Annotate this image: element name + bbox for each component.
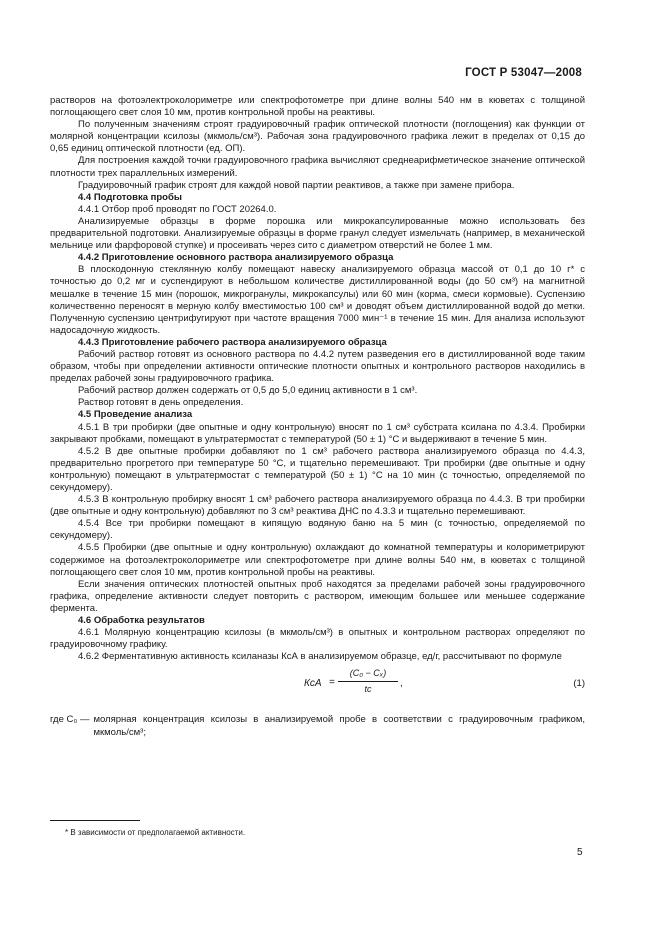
paragraph: 4.5.4 Все три пробирки помещают в кипящую водяную баню на 5 мин (с точностью, определяемой по секундомеру). xyxy=(50,518,585,542)
paragraph: Рабочий раствор готовят из основного раствора по 4.4.2 путем разведения его в дистиллированной воде таким образом, чтобы при определении активности оптические плотности опытных и контрольного растворов находились в пределах рабочей зоны градуировочного графика. xyxy=(50,348,585,385)
where-clause xyxy=(50,714,585,738)
footnote: * В зависимости от предполагаемой активности. xyxy=(65,828,246,837)
paragraph: 4.5.5 Пробирки (две опытные и одну контрольную) охлаждают до комнатной температуры и колориметрируют содержимое на фотоэлектроколориметре или спектрофотометре при длине волны 540 нм, в кюветах с толщиной поглощающего свет слоя 10 мм, против контрольной пробы на реактивы. xyxy=(50,542,585,578)
where-term: где C₀ — xyxy=(50,714,90,726)
where-description: молярная концентрация ксилозы в анализируемой пробе в соответствии с градуировочным графиком, мкмоль/см³; xyxy=(93,714,585,738)
formula-comma: , xyxy=(400,678,403,690)
section-heading: 4.4 Подготовка пробы xyxy=(78,191,182,203)
formula-numerator: (C₀ − Cₓ) xyxy=(338,667,398,681)
page-number: 5 xyxy=(577,847,583,858)
paragraph: 4.6.1 Молярную концентрацию ксилозы (в мкмоль/см³) в опытных и контрольном растворах определяют по градуировочному графику. xyxy=(50,627,585,651)
section-heading: 4.6 Обработка результатов xyxy=(78,615,205,627)
section-heading: 4.4.3 Приготовление рабочего раствора анализируемого образца xyxy=(78,336,387,348)
document-header: ГОСТ Р 53047—2008 xyxy=(465,67,582,79)
section-heading: 4.5 Проведение анализа xyxy=(78,409,193,421)
section-heading: 4.4.2 Приготовление основного раствора анализируемого образца xyxy=(78,252,394,264)
paragraph: 4.6.2 Ферментативную активность ксиланазы КсА в анализируемом образце, ед/г, рассчитывают по формуле xyxy=(78,651,562,663)
formula-equals: = xyxy=(329,677,335,689)
document-body xyxy=(50,95,585,739)
paragraph: Если значения оптических плотностей опытных проб находятся за пределами рабочей зоны градуировочного графика, определение активности следует повторить с раствором, имеющим большее или меньшее содержание фермента. xyxy=(50,578,585,614)
paragraph: Для построения каждой точки градуировочного графика вычисляют среднеарифметическое значение оптической плотности трех параллельных измерений. xyxy=(50,155,585,179)
formula-number: (1) xyxy=(573,678,585,690)
paragraph: 4.5.3 В контрольную пробирку вносят 1 см³ рабочего раствора анализируемого образца по 4.4.3. В три пробирки (две опытные и одну контрольную) добавляют по 3 см³ реактива ДНС по 4.3.3 и тщательно перемешивают. xyxy=(50,494,585,518)
paragraph: 4.5.2 В две опытные пробирки добавляют по 1 см³ рабочего раствора анализируемого образца по 4.4.3, предварительно прогретого при температуре 50 °С, и тщательно перемешивают. Три пробирки (две опытные и одну контрольную) помещают в ультратермостат с температурой (50 ± 1) °С на 10 мин (с точностью, определяемой по секундомеру). xyxy=(50,445,585,493)
paragraph: растворов на фотоэлектроколориметре или спектрофотометре при длине волны 540 нм в кюветах с толщиной поглощающего свет слоя 10 мм, против контрольной пробы на реактивы. xyxy=(50,95,585,119)
formula-lhs: КсА xyxy=(304,678,322,690)
formula-fraction xyxy=(338,667,398,694)
paragraph: 4.4.1 Отбор проб проводят по ГОСТ 20264.0. xyxy=(78,203,277,215)
paragraph: Рабочий раствор должен содержать от 0,5 до 5,0 единиц активности в 1 см³. xyxy=(78,385,418,397)
footnote-divider xyxy=(50,820,140,821)
paragraph: По полученным значениям строят градуировочный график оптической плотности (поглощения) как функции от молярной концентрации ксилозы (мкмоль/см³). Рабочая зона градуировочного графика лежит в пределах от 0,15 до 0,65 единиц оптической плотности (ед. ОП). xyxy=(50,119,585,155)
paragraph: Анализируемые образцы в форме порошка или микрокапсулированные можно использовать без предварительной подготовки. Анализируемые образцы в форме гранул следует измельчать (например, в механической мельнице или фарфоровой ступке) и просеивать через сито с диаметром отверстий не более 1 мм. xyxy=(50,215,585,252)
paragraph: В плоскодонную стеклянную колбу помещают навеску анализируемого образца массой от 0,1 до 10 г* с точностью до 0,2 мг и суспендируют в небольшом количестве дистиллированной воды (до 50 см³) на магнитной мешалке в течение 15 мин (порошок, микрогранулы, микрокапсулы) или 60 мин (корма, смеси кормовые). Суспензию количественно переносят в мерную колбу вместимостью 100 см³ и доводят объем дистиллированной водой до метки. Полученную суспензию центрифугируют при частоте вращения 7000 мин⁻¹ в течение 15 мин. Для анализа используют надосадочную жидкость. xyxy=(50,264,585,336)
formula-denominator: tc xyxy=(364,683,372,694)
paragraph: 4.5.1 В три пробирки (две опытные и одну контрольную) вносят по 1 см³ субстрата ксилана по 4.3.4. Пробирки закрывают пробками, помещают в ультратермостат с температурой (50 ± 1) °С и выдерживают в течение 5 мин. xyxy=(50,421,585,445)
formula-block xyxy=(50,666,585,708)
paragraph: Градуировочный график строят для каждой новой партии реактивов, а также при замене прибора. xyxy=(78,179,515,191)
paragraph: Раствор готовят в день определения. xyxy=(78,397,244,409)
